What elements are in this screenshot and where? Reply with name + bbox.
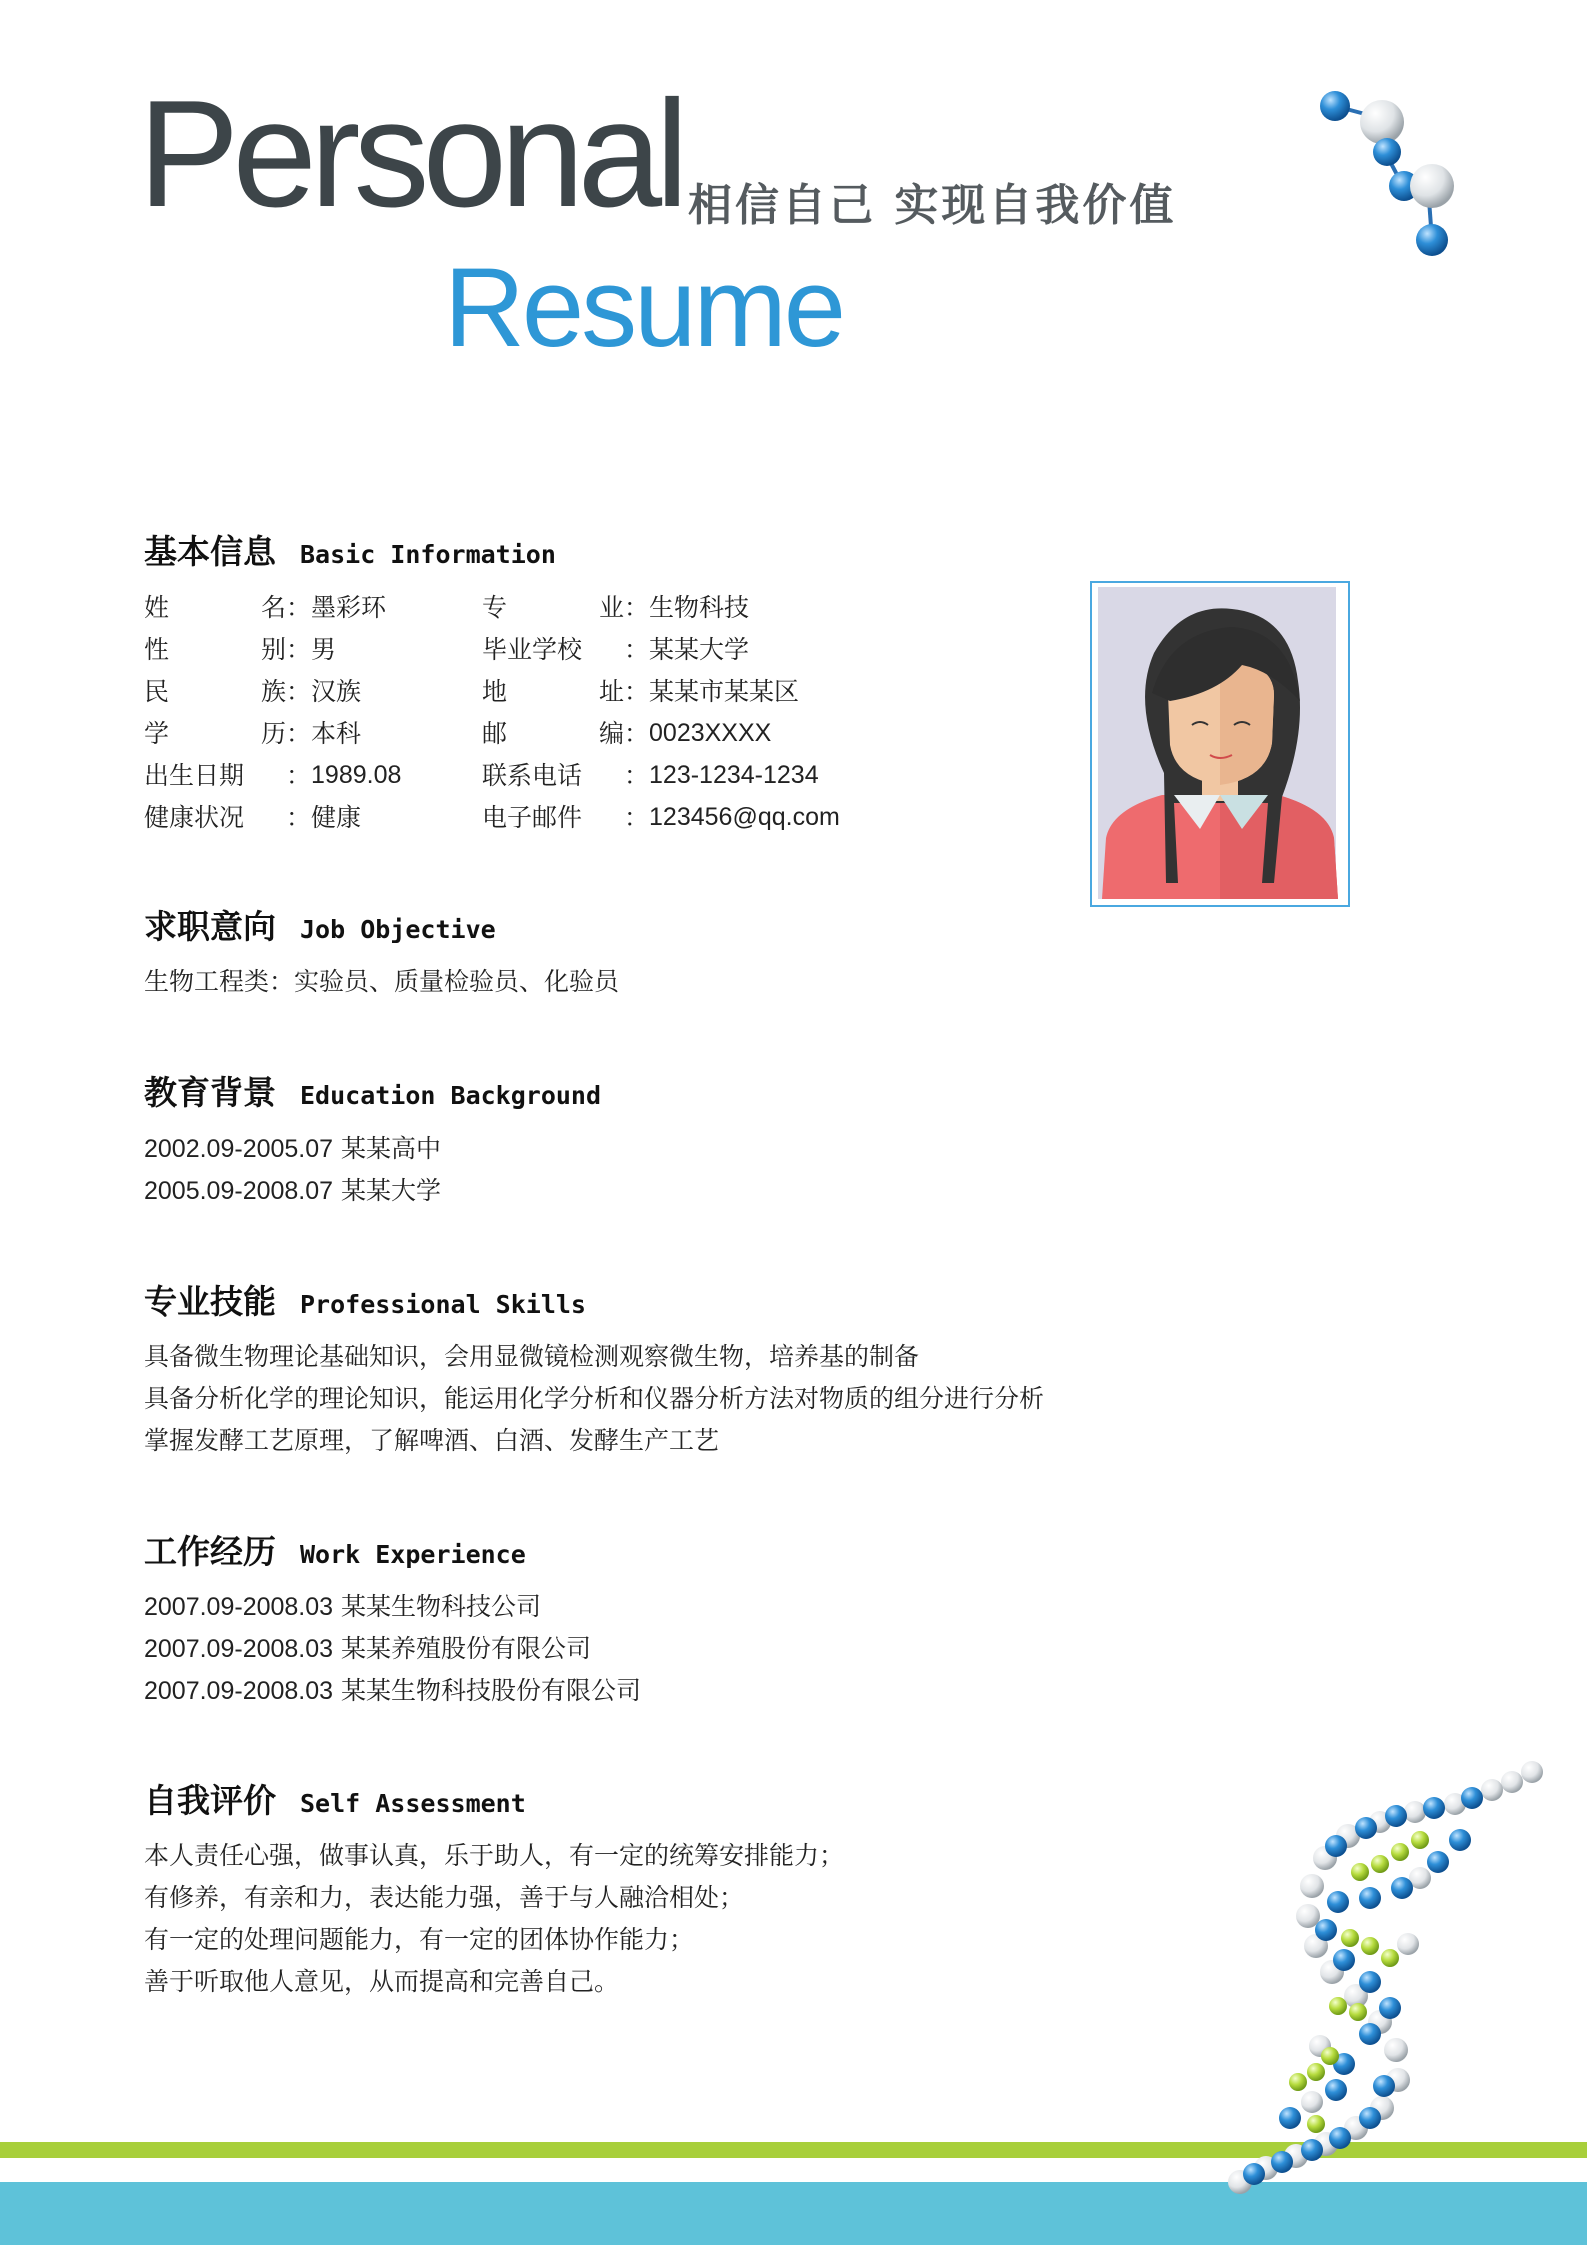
section-skills-title <box>144 1276 586 1323</box>
section-title-cn: 求职意向 <box>144 907 276 946</box>
section-title-en: Self Assessment <box>300 1789 526 1818</box>
section-title-cn: 工作经历 <box>144 1532 276 1571</box>
section-title-en: Basic Information <box>300 540 556 569</box>
section-title-en: Work Experience <box>300 1540 526 1569</box>
info-major: 专 业 ： 生物科技 <box>482 593 750 622</box>
title-personal: Personal <box>138 69 682 239</box>
molecule-decoration-icon <box>1300 82 1470 262</box>
work-item: 2007.09-2008.03 某某生物科技公司 <box>144 1592 542 1621</box>
info-school: 毕业学校 ： 某某大学 <box>482 635 750 664</box>
info-gender: 性 别 ： 男 <box>144 635 337 664</box>
work-item: 2007.09-2008.03 某某养殖股份有限公司 <box>144 1634 592 1663</box>
info-address: 地 址 ： 某某市某某区 <box>482 677 800 706</box>
skill-item: 具备分析化学的理论知识，能运用化学分析和仪器分析方法对物质的组分进行分析 <box>144 1384 1045 1413</box>
info-health: 健康状况 ： 健康 <box>144 803 362 832</box>
section-education-title <box>144 1067 601 1114</box>
info-phone: 联系电话 ： 123-1234-1234 <box>482 761 819 790</box>
section-work-title <box>144 1526 526 1573</box>
info-birth-date: 出生日期 ： 1989.08 <box>144 761 402 790</box>
slogan: 相信自己 实现自我价值 <box>688 180 1177 231</box>
dna-decoration-icon <box>1220 1760 1560 2210</box>
assessment-item: 本人责任心强，做事认真，乐于助人，有一定的统筹安排能力； <box>144 1841 845 1870</box>
section-title-cn: 基本信息 <box>144 532 276 571</box>
section-basic-title <box>144 526 556 573</box>
assessment-item: 善于听取他人意见，从而提高和完善自己。 <box>144 1967 620 1996</box>
section-title-en: Professional Skills <box>300 1290 586 1319</box>
section-title-cn: 专业技能 <box>144 1282 276 1321</box>
info-name: 姓 名 ： 墨彩环 <box>144 593 387 622</box>
section-title-cn: 自我评价 <box>144 1781 276 1820</box>
assessment-item: 有修养，有亲和力，表达能力强，善于与人融洽相处； <box>144 1883 745 1912</box>
info-education: 学 历 ： 本科 <box>144 719 362 748</box>
education-item: 2002.09-2005.07 某某高中 <box>144 1134 442 1163</box>
section-assessment-title <box>144 1775 526 1822</box>
work-item: 2007.09-2008.03 某某生物科技股份有限公司 <box>144 1676 642 1705</box>
section-objective-title <box>144 901 496 948</box>
info-ethnicity: 民 族 ： 汉族 <box>144 677 362 706</box>
section-title-cn: 教育背景 <box>144 1073 276 1112</box>
skill-item: 掌握发酵工艺原理，了解啤酒、白酒、发酵生产工艺 <box>144 1426 720 1455</box>
section-title-en: Job Objective <box>300 915 496 944</box>
profile-photo <box>1090 581 1350 907</box>
section-title-en: Education Background <box>300 1081 602 1110</box>
education-item: 2005.09-2008.07 某某大学 <box>144 1176 442 1205</box>
objective-text: 生物工程类：实验员、质量检验员、化验员 <box>144 967 620 996</box>
info-email: 电子邮件 ： 123456@qq.com <box>482 803 840 832</box>
assessment-item: 有一定的处理问题能力，有一定的团体协作能力； <box>144 1925 695 1954</box>
title-resume: Resume <box>444 245 844 370</box>
avatar-illustration-icon <box>1092 583 1348 905</box>
info-postcode: 邮 编 ： 0023XXXX <box>482 719 772 748</box>
skill-item: 具备微生物理论基础知识，会用显微镜检测观察微生物，培养基的制备 <box>144 1342 920 1371</box>
